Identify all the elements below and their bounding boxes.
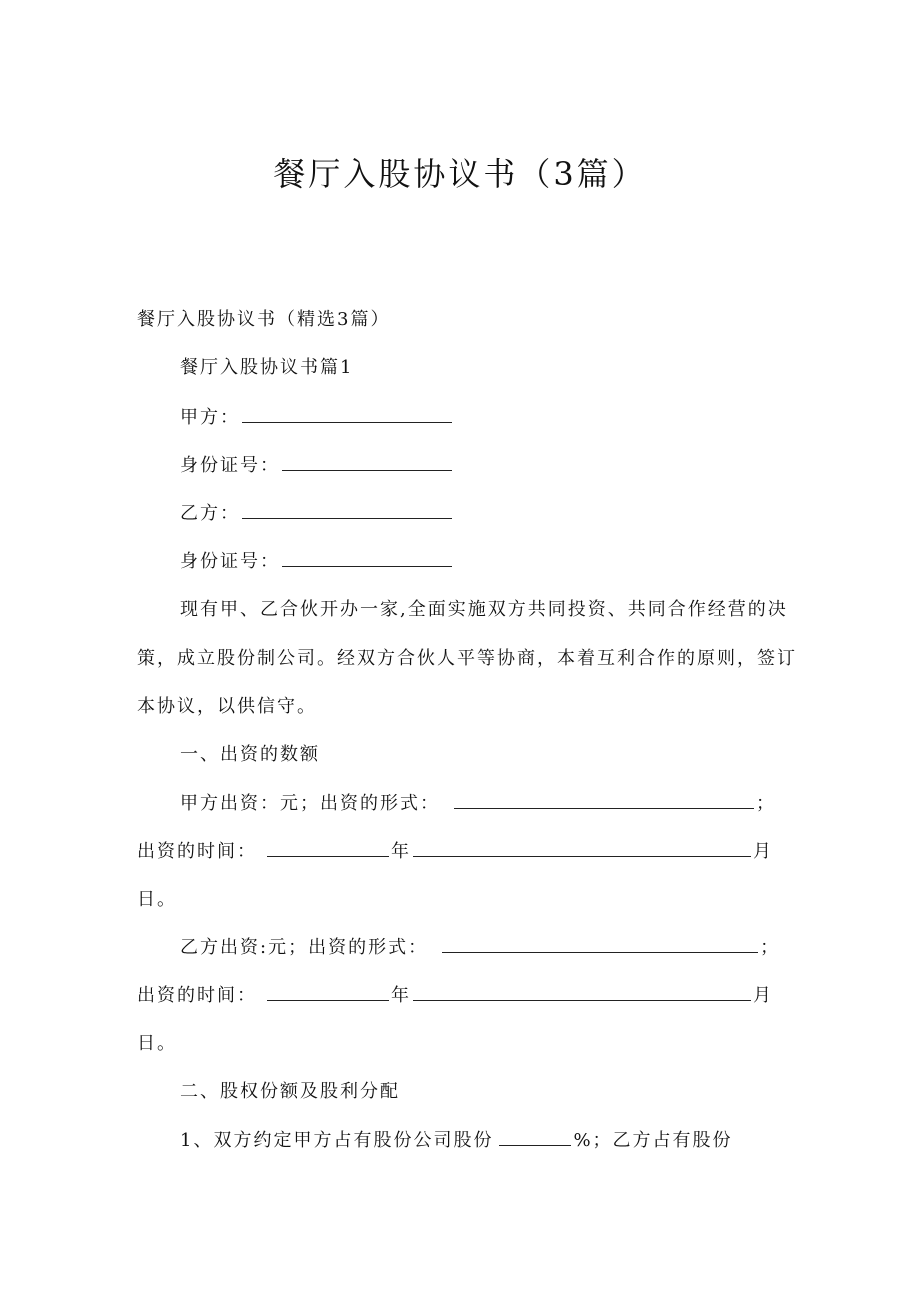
section-heading-investment: 一、出资的数额 [180, 744, 320, 765]
party-a-investment-row [180, 790, 776, 818]
party-a-day-end: 日。 [137, 889, 177, 910]
investment-time-label: 出资的时间： [137, 841, 257, 862]
section-heading: 餐厅入股协议书篇1 [180, 357, 354, 378]
party-b-id-label: 身份证号： [180, 551, 280, 572]
year-label: 年 [391, 841, 411, 862]
month-label: 月 [753, 985, 773, 1006]
party-a-investment-label: 甲方出资：元；出资的形式： [180, 793, 440, 814]
semicolon: ； [760, 937, 781, 958]
party-b-time-row [137, 982, 773, 1010]
party-a-time-row [137, 838, 773, 866]
party-a-id-label: 身份证号： [180, 455, 280, 476]
party-a-id-blank [282, 452, 452, 471]
intro-paragraph-line2: 策，成立股份制公司。经双方合伙人平等协商，本着互利合作的原则，签订 [137, 648, 797, 669]
party-b-row [180, 500, 454, 528]
year-blank [267, 838, 389, 857]
party-a-investment-form-blank [454, 790, 754, 809]
party-a-id-row [180, 452, 454, 480]
intro-paragraph-line1: 现有甲、乙合伙开办一家,全面实施双方共同投资、共同合作经营的决 [180, 599, 788, 620]
document-subtitle: 餐厅入股协议书（精选3篇） [137, 309, 391, 330]
party-b-investment-row [180, 934, 780, 962]
year-label: 年 [391, 985, 411, 1006]
year-blank [267, 982, 389, 1001]
share-percentage-blank [499, 1127, 571, 1146]
section-heading-shares: 二、股权份额及股利分配 [180, 1081, 400, 1102]
semicolon: ； [756, 793, 776, 814]
clause-1-text-end: %；乙方占有股份 [573, 1130, 733, 1151]
investment-time-label: 出资的时间： [137, 985, 257, 1006]
party-b-id-blank [282, 548, 452, 567]
clause-1-text: 1、双方约定甲方占有股份公司股份 [180, 1130, 494, 1151]
party-b-day-end: 日。 [137, 1033, 177, 1054]
party-b-label: 乙方： [180, 503, 240, 524]
party-b-blank [242, 500, 452, 519]
document-title: 餐厅入股协议书（3篇） [273, 155, 647, 193]
party-a-label: 甲方： [180, 407, 240, 428]
party-b-id-row [180, 548, 454, 576]
month-blank [413, 982, 751, 1001]
clause-1-row [180, 1127, 733, 1155]
month-label: 月 [753, 841, 773, 862]
party-a-row [180, 404, 454, 432]
month-blank [413, 838, 751, 857]
party-a-blank [242, 404, 452, 423]
party-b-investment-label: 乙方出资:元；出资的形式： [180, 937, 429, 958]
party-b-investment-form-blank [442, 934, 758, 953]
intro-paragraph-line3: 本协议，以供信守。 [137, 696, 317, 717]
